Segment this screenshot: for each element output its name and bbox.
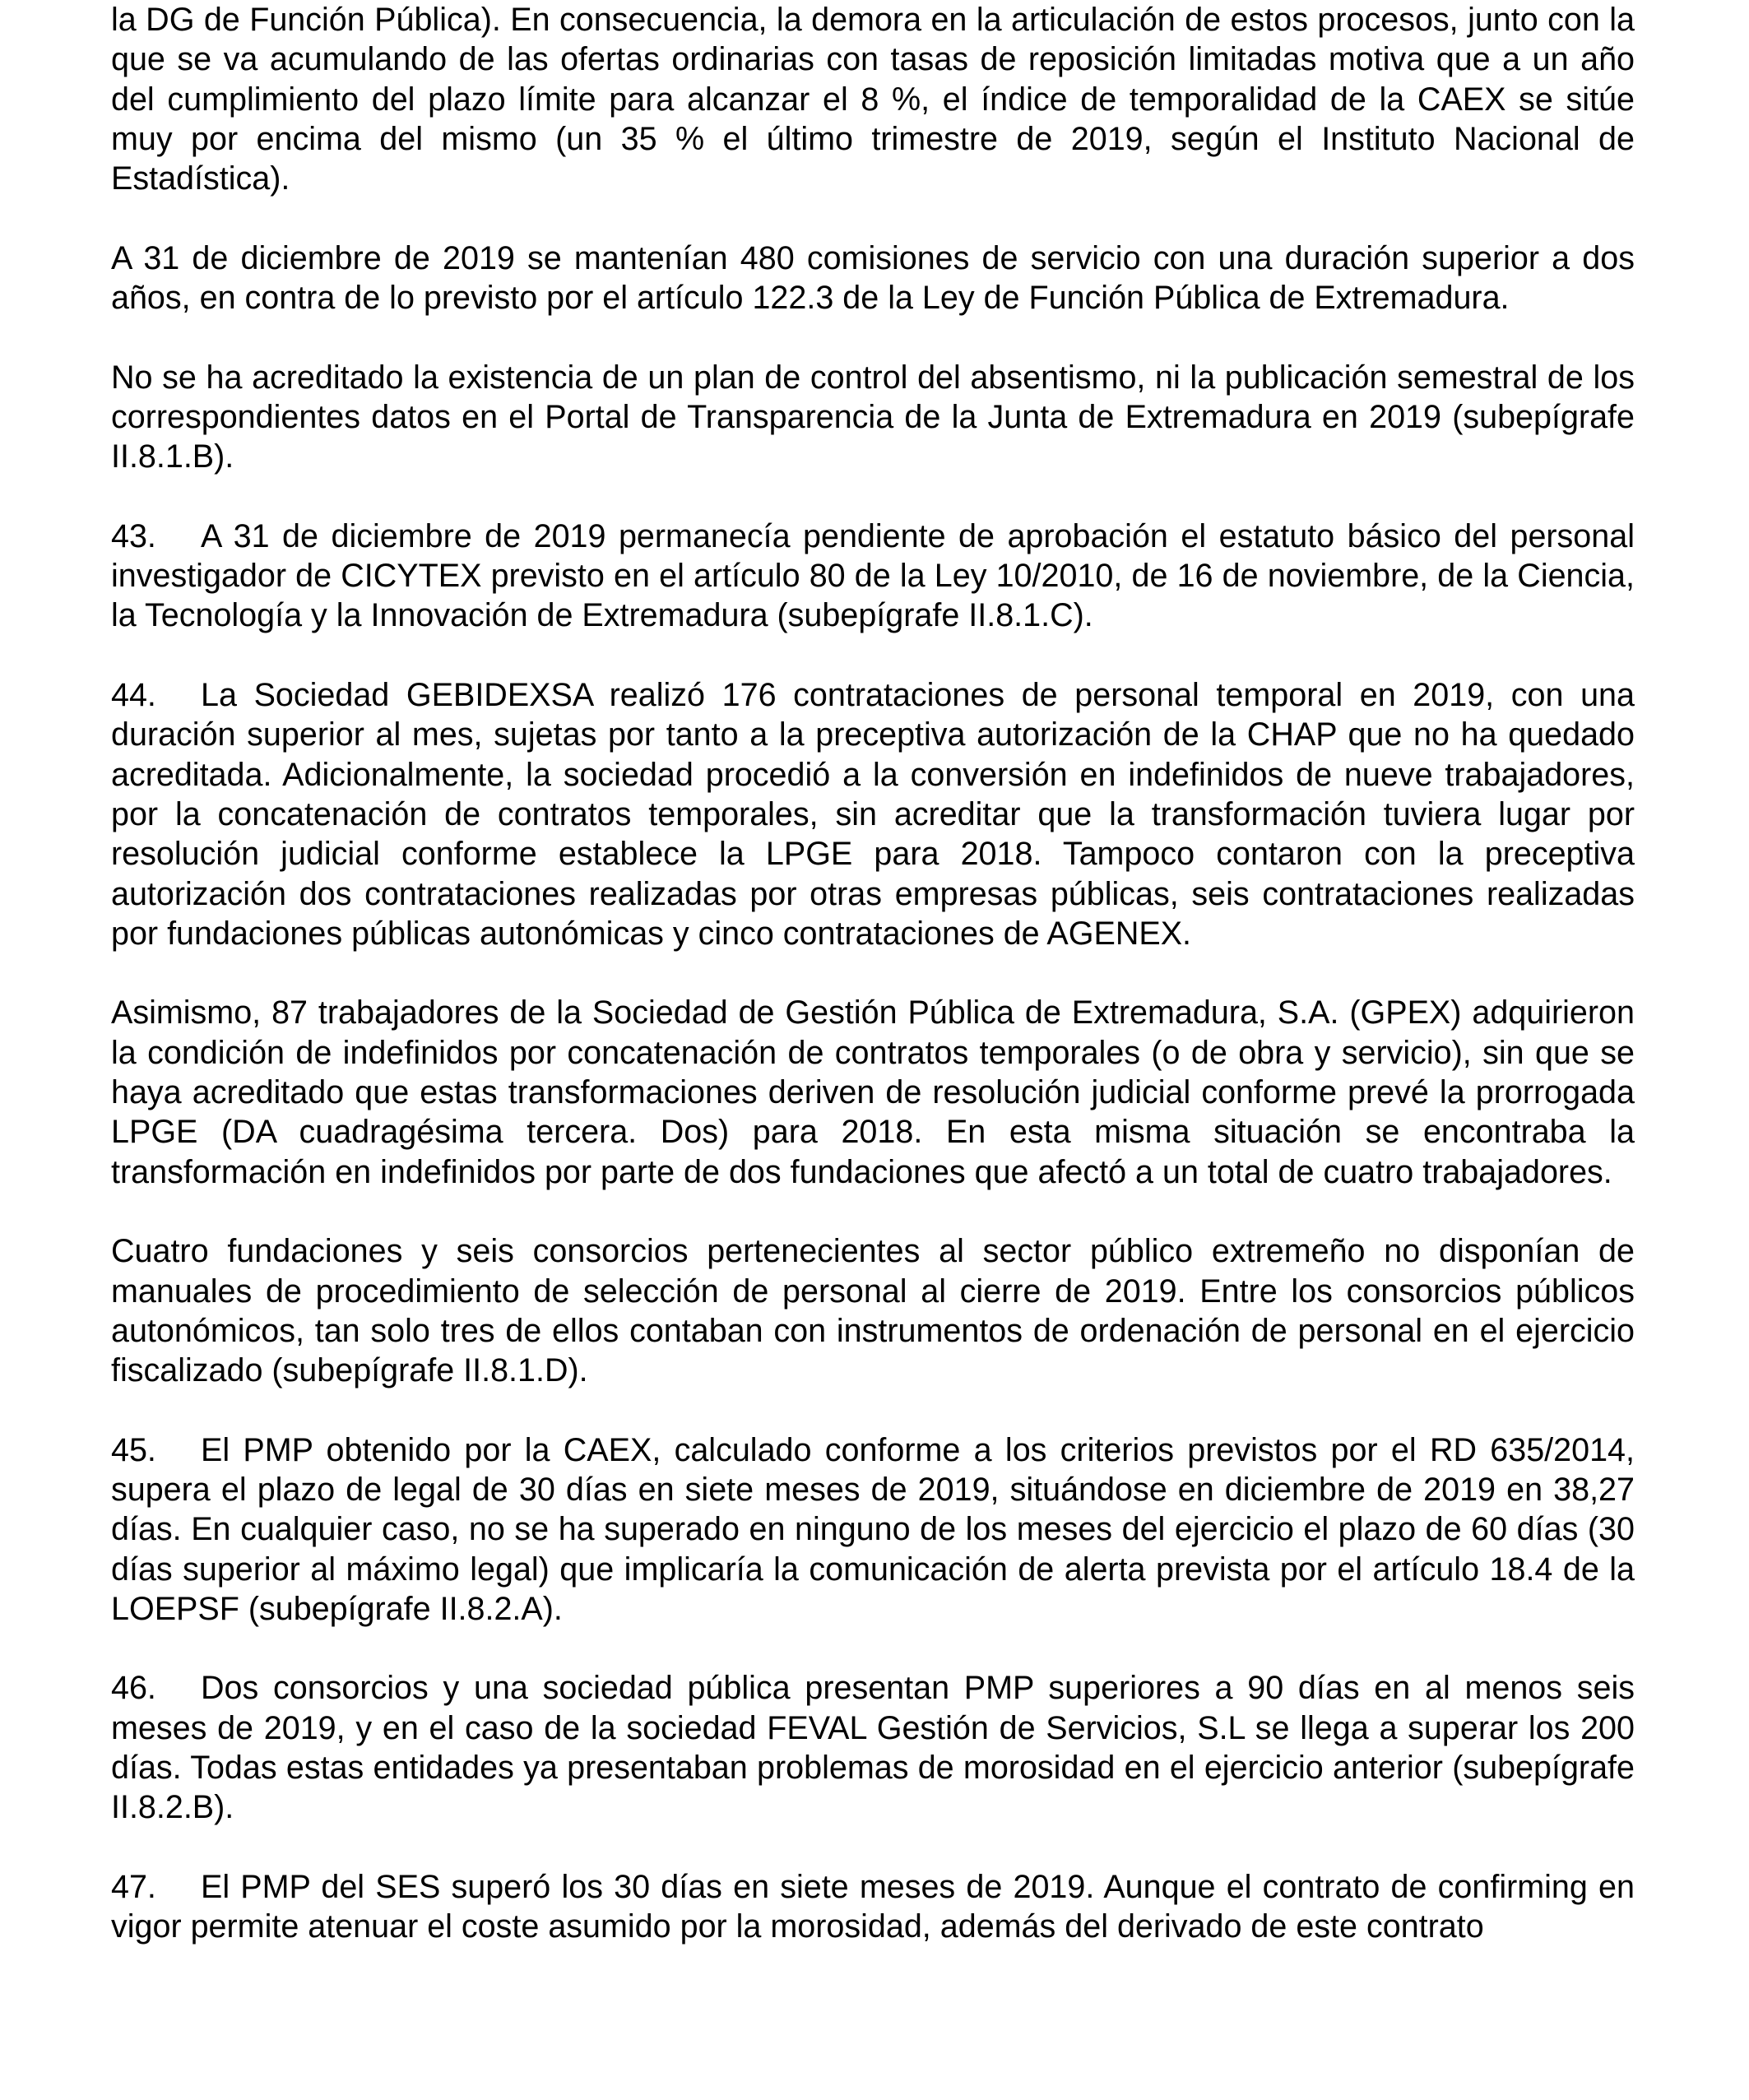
paragraph-text: A 31 de diciembre de 2019 permanecía pendiente de aprobación el estatuto básico del personal investigador de CICYTEX previsto en el artículo 80 de la Ley 10/2010, de 16 de noviembre, de la Ciencia, la Tecnología y la Innovación de Extremadura (subepígrafe II.8.1.C). bbox=[111, 517, 1635, 634]
paragraph-44 bbox=[111, 675, 1635, 953]
paragraph-text: Cuatro fundaciones y seis consorcios pertenecientes al sector público extremeño no disponían de manuales de procedimiento de selección de personal al cierre de 2019. Entre los consorcios públicos autonómicos, tan solo tres de ellos contaban con instrumentos de ordenación de personal en el ejercicio fiscalizado (subepígrafe II.8.1.D). bbox=[111, 1233, 1635, 1389]
paragraph-number: 46. bbox=[111, 1670, 156, 1707]
paragraph-comisiones bbox=[111, 239, 1635, 318]
paragraph-text: la DG de Función Pública). En consecuencia, la demora en la articulación de estos procesos, junto con la que se va acumulando de las ofertas ordinarias con tasas de reposición limitadas motiva que a un año del cumplimiento del plazo límite para alcanzar el 8 %, el índice de temporalidad de la CAEX se sitúe muy por encima del mismo (un 35 % el último trimestre de 2019, según el Instituto Nacional de Estadística). bbox=[111, 2, 1635, 197]
document-page bbox=[111, 0, 1635, 1986]
paragraph-text: Dos consorcios y una sociedad pública presentan PMP superiores a 90 días en al menos seis meses de 2019, y en el caso de la sociedad FEVAL Gestión de Servicios, S.L se llega a superar los 200 días. Todas estas entidades ya presentaban problemas de morosidad en el ejercicio anterior (subepígrafe II.8.2.B). bbox=[111, 1670, 1635, 1826]
paragraph-text: A 31 de diciembre de 2019 se mantenían 480 comisiones de servicio con una duración superior a dos años, en contra de lo previsto por el artículo 122.3 de la Ley de Función Pública de Extremadura. bbox=[111, 239, 1635, 317]
paragraph-fundaciones bbox=[111, 1231, 1635, 1390]
paragraph-number: 43. bbox=[111, 517, 156, 554]
paragraph-43 bbox=[111, 517, 1635, 636]
paragraph-47 bbox=[111, 1867, 1635, 1947]
paragraph-absentismo bbox=[111, 358, 1635, 477]
paragraph-46 bbox=[111, 1668, 1635, 1827]
paragraph-text: El PMP del SES superó los 30 días en siete meses de 2019. Aunque el contrato de confirming en vigor permite atenuar el coste asumido por la morosidad, además del derivado de este contrato bbox=[111, 1868, 1635, 1945]
paragraph-45 bbox=[111, 1430, 1635, 1629]
paragraph-number: 47. bbox=[111, 1868, 156, 1905]
paragraph-text: No se ha acreditado la existencia de un plan de control del absentismo, ni la publicación semestral de los correspondientes datos en el Portal de Transparencia de la Junta de Extremadura en 2019 (subepígrafe II.8.1.B). bbox=[111, 359, 1635, 475]
paragraph-continuation bbox=[111, 0, 1635, 198]
paragraph-number: 44. bbox=[111, 677, 156, 714]
paragraph-gpex bbox=[111, 993, 1635, 1191]
paragraph-text: Asimismo, 87 trabajadores de la Sociedad de Gestión Pública de Extremadura, S.A. (GPEX) adquirieron la condición de indefinidos por concatenación de contratos temporales (o de obra y servicio), sin que se haya acreditado que estas transformaciones deriven de resolución judicial conforme prevé la prorrogada LPGE (DA cuadragésima tercera. Dos) para 2018. En esta misma situación se encontraba la transformación en indefinidos por parte de dos fundaciones que afectó a un total de cuatro trabajadores. bbox=[111, 994, 1635, 1190]
paragraph-number: 45. bbox=[111, 1431, 156, 1468]
paragraph-text: La Sociedad GEBIDEXSA realizó 176 contrataciones de personal temporal en 2019, con una duración superior al mes, sujetas por tanto a la preceptiva autorización de la CHAP que no ha quedado acreditada. Adicionalmente, la sociedad procedió a la conversión en indefinidos de nueve trabajadores, por la concatenación de contratos temporales, sin acreditar que la transformación tuviera lugar por resolución judicial conforme establece la LPGE para 2018. Tampoco contaron con la preceptiva autorización dos contrataciones realizadas por otras empresas públicas, seis contrataciones realizadas por fundaciones públicas autonómicas y cinco contrataciones de AGENEX. bbox=[111, 677, 1635, 952]
paragraph-text: El PMP obtenido por la CAEX, calculado conforme a los criterios previstos por el RD 635/2014, supera el plazo de legal de 30 días en siete meses de 2019, situándose en diciembre de 2019 en 38,27 días. En cualquier caso, no se ha superado en ninguno de los meses del ejercicio el plazo de 60 días (30 días superior al máximo legal) que implicaría la comunicación de alerta prevista por el artículo 18.4 de la LOEPSF (subepígrafe II.8.2.A). bbox=[111, 1431, 1635, 1627]
